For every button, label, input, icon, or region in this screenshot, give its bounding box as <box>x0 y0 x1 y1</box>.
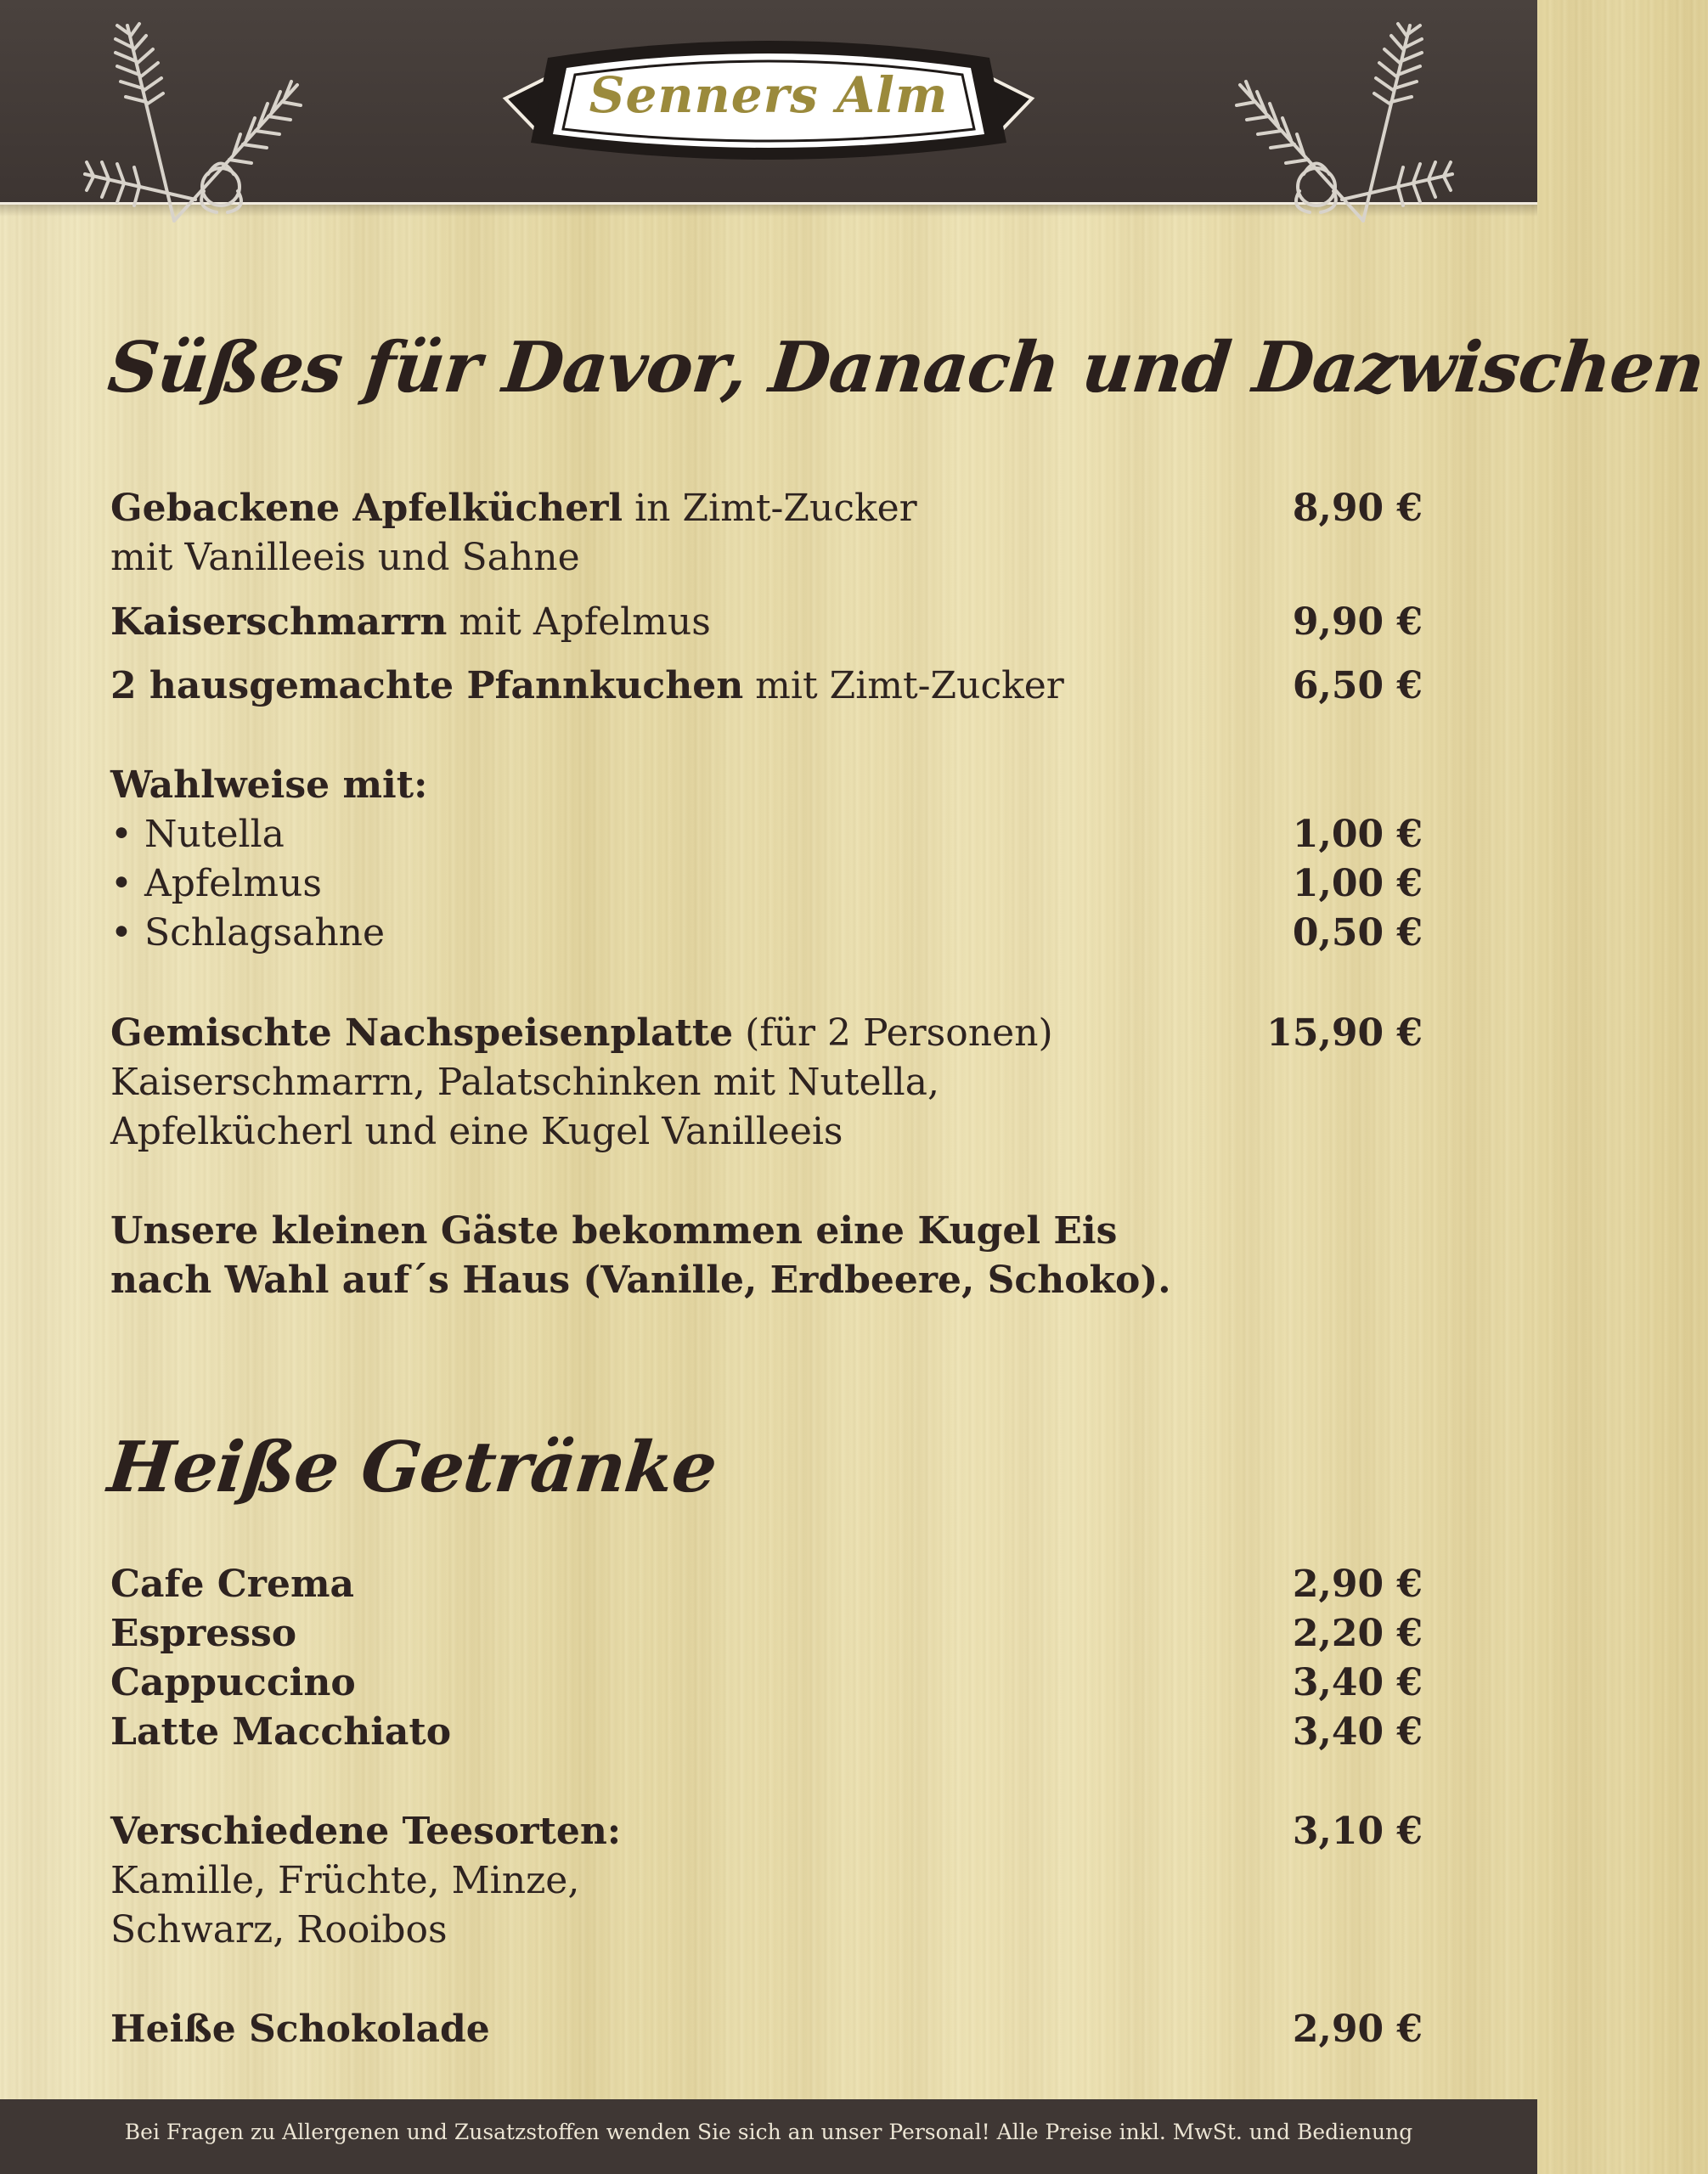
item-price: 8,90 € <box>1292 487 1423 530</box>
option-schlagsahne <box>110 909 1423 958</box>
item-description: mit Apfelmus <box>447 600 711 644</box>
item-name: Latte Macchiato <box>110 1710 452 1754</box>
item-description: in Zimt-Zucker <box>623 487 917 530</box>
pine-branch-icon <box>68 17 314 255</box>
menu-item-pfannkuchen <box>110 662 1423 711</box>
item-name: Kaiserschmarrn <box>110 600 448 644</box>
item-price: 9,90 € <box>1292 600 1423 644</box>
menu-item-tea <box>110 1807 1423 1856</box>
option-nutella <box>110 810 1423 859</box>
item-description-line: mit Vanilleeis und Sahne <box>110 536 580 579</box>
section-title-desserts: Süßes für Davor, Danach und Dazwischen <box>104 327 1708 408</box>
item-name: Cafe Crema <box>110 1563 355 1606</box>
menu-item-latte-macchiato <box>110 1708 1423 1757</box>
item-description-line: Kaiserschmarrn, Palatschinken mit Nutella, <box>110 1061 939 1104</box>
item-name: Gemischte Nachspeisenplatte <box>110 1011 734 1055</box>
item-price: 15,90 € <box>1266 1011 1423 1055</box>
options-heading: Wahlweise mit: <box>110 763 428 807</box>
item-description-line: Kamille, Früchte, Minze, <box>110 1859 580 1902</box>
item-name: Heiße Schokolade <box>110 2008 490 2051</box>
option-price: 1,00 € <box>1292 862 1423 905</box>
item-description: (für 2 Personen) <box>733 1011 1053 1055</box>
footer-bar <box>0 2099 1537 2174</box>
item-price: 6,50 € <box>1292 664 1423 707</box>
item-price: 3,40 € <box>1292 1710 1423 1754</box>
menu-item-espresso <box>110 1609 1423 1659</box>
pine-branch-icon <box>1223 17 1469 255</box>
item-name: Cappuccino <box>110 1661 356 1704</box>
item-price: 3,40 € <box>1292 1661 1423 1704</box>
option-price: 0,50 € <box>1292 911 1423 955</box>
menu-item-cafe-crema <box>110 1560 1423 1609</box>
menu-item-cappuccino <box>110 1659 1423 1708</box>
item-price: 2,20 € <box>1292 1612 1423 1655</box>
kids-note: Unsere kleinen Gäste bekommen eine Kugel Eis <box>110 1209 1118 1253</box>
menu-item-nachspeisenplatte <box>110 1009 1423 1058</box>
item-name: Gebackene Apfelkücherl <box>110 487 623 530</box>
menu-item-apfelkuecherl <box>110 484 1423 533</box>
option-label: • Schlagsahne <box>110 911 386 955</box>
kids-note: nach Wahl auf´s Haus (Vanille, Erdbeere, Schoko). <box>110 1259 1171 1302</box>
item-price: 2,90 € <box>1292 1563 1423 1606</box>
option-apfelmus <box>110 859 1423 909</box>
item-description: mit Zimt-Zucker <box>743 664 1064 707</box>
item-name: 2 hausgemachte Pfannkuchen <box>110 664 744 707</box>
item-description-line: Apfelkücherl und eine Kugel Vanilleeis <box>110 1110 843 1153</box>
menu-item-hot-chocolate <box>110 2005 1423 2054</box>
footer-note: Bei Fragen zu Allergenen und Zusatzstoffen wenden Sie sich an unser Personal! Alle Preise inkl. MwSt. und Bedienung <box>124 2120 1413 2144</box>
menu-item-kaiserschmarrn <box>110 598 1423 647</box>
section-title-hot-drinks: Heiße Getränke <box>104 1427 720 1508</box>
brand-logo <box>497 32 1040 177</box>
item-name: Espresso <box>110 1612 297 1655</box>
item-price: 3,10 € <box>1292 1810 1423 1853</box>
option-label: • Apfelmus <box>110 862 322 905</box>
item-name: Verschiedene Teesorten: <box>110 1810 622 1853</box>
logo-text: Senners Alm <box>589 66 949 124</box>
option-label: • Nutella <box>110 813 285 856</box>
option-price: 1,00 € <box>1292 813 1423 856</box>
item-price: 2,90 € <box>1292 2008 1423 2051</box>
item-description-line: Schwarz, Rooibos <box>110 1908 448 1952</box>
